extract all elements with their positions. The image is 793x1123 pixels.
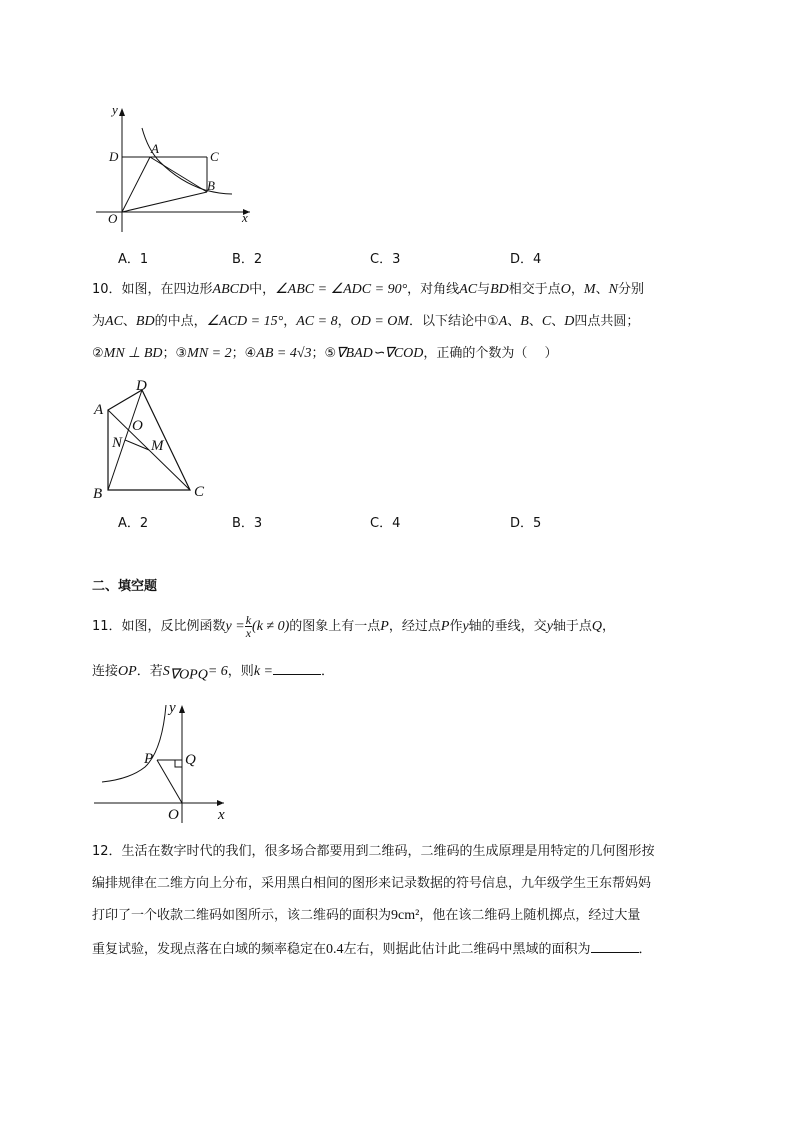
q10-math: AC bbox=[105, 314, 123, 329]
q10-option-d[interactable]: D．5 bbox=[510, 516, 542, 531]
q10-math: N bbox=[608, 282, 618, 297]
q9-option-c[interactable]: C．3 bbox=[370, 252, 401, 267]
label-y: y bbox=[169, 700, 176, 716]
q10-math: ABCD bbox=[212, 282, 250, 297]
q12-text: ，他在该二维码上随机掷点，经过大量 bbox=[419, 908, 641, 923]
label-C: C bbox=[194, 484, 205, 500]
label-O: O bbox=[168, 807, 179, 823]
segment-MN bbox=[125, 440, 149, 450]
q10-text: 、 bbox=[528, 314, 542, 329]
q11-line-2 bbox=[92, 660, 712, 686]
q11-math: y bbox=[462, 619, 469, 634]
q10-math: M bbox=[583, 282, 596, 297]
q11-math: k = bbox=[253, 664, 273, 679]
q9-option-d[interactable]: D．4 bbox=[510, 252, 542, 267]
q11-fraction bbox=[245, 614, 252, 639]
q10-math: MN ⊥ BD bbox=[103, 346, 163, 361]
q10-math: A bbox=[498, 314, 508, 329]
q10-diagram bbox=[90, 374, 220, 504]
fraction-numerator: k bbox=[245, 613, 252, 627]
q10-text: ，正确的个数为（ ） bbox=[423, 346, 558, 361]
segment-OP bbox=[157, 760, 182, 803]
q10-text: ，对角线 bbox=[407, 282, 460, 297]
q10-text: ；④ bbox=[231, 346, 257, 361]
q10-text: 、 bbox=[122, 314, 136, 329]
y-axis-arrow bbox=[179, 705, 185, 713]
label-C: C bbox=[210, 149, 219, 164]
q10-math: OD = OM bbox=[350, 314, 410, 329]
q12-number: 9cm² bbox=[391, 908, 420, 923]
label-y: y bbox=[112, 102, 118, 117]
q10-math: AB = 4√3 bbox=[256, 346, 312, 361]
answer-blank[interactable] bbox=[273, 660, 321, 675]
q10-math: O bbox=[560, 282, 571, 297]
label-x: x bbox=[242, 210, 248, 225]
q11-math: P bbox=[440, 619, 450, 634]
x-axis-arrow bbox=[217, 800, 224, 806]
q11-subscript: ∇OPQ bbox=[169, 667, 208, 683]
label-P: P bbox=[144, 751, 154, 767]
q11-math: y bbox=[546, 619, 553, 634]
q11-line-1 bbox=[92, 614, 712, 639]
q11-text: ，经过点 bbox=[388, 619, 441, 634]
q12-text: 打印了一个收款二维码如图所示，该二维码的面积为 bbox=[92, 908, 392, 923]
segment-OA bbox=[122, 157, 150, 212]
q10-math: BD bbox=[135, 314, 155, 329]
label-M: M bbox=[151, 438, 164, 454]
label-x: x bbox=[218, 807, 225, 823]
q9-option-b[interactable]: B．2 bbox=[232, 252, 263, 267]
q12-number: 0.4 bbox=[326, 942, 344, 957]
q10-math: BD bbox=[490, 282, 509, 297]
label-B: B bbox=[207, 178, 215, 193]
q11-diagram bbox=[90, 695, 240, 830]
q11-math: OP bbox=[118, 664, 137, 679]
label-O: O bbox=[132, 418, 143, 434]
q11-math: S bbox=[162, 664, 170, 679]
segment-OB bbox=[122, 192, 207, 212]
q10-option-c[interactable]: C．4 bbox=[370, 516, 401, 531]
q12-line-3 bbox=[92, 906, 712, 926]
q10-text: 相交于点 bbox=[508, 282, 561, 297]
q10-text: ② bbox=[92, 346, 104, 361]
q10-text: 、 bbox=[595, 282, 609, 297]
q9-option-a[interactable]: A．1 bbox=[118, 252, 149, 267]
q10-math: B bbox=[520, 314, 529, 329]
q10-text: 与 bbox=[477, 282, 491, 297]
label-D: D bbox=[109, 149, 119, 164]
right-angle-mark bbox=[175, 760, 182, 767]
q10-text: ， bbox=[337, 314, 351, 329]
q10-text: ， bbox=[570, 282, 584, 297]
q10-text: 为 bbox=[92, 314, 106, 329]
q10-text: 的中点， bbox=[154, 314, 207, 329]
q11-text: ，则 bbox=[227, 664, 254, 679]
q11-math: (k ≠ 0) bbox=[252, 619, 290, 634]
label-B: B bbox=[93, 486, 103, 502]
q10-math: AC bbox=[459, 282, 478, 297]
label-D: D bbox=[136, 378, 147, 394]
q10-text: 分别 bbox=[617, 282, 644, 297]
q10-text: 10．如图，在四边形 bbox=[92, 282, 213, 297]
q9-diagram bbox=[100, 100, 260, 235]
q10-text: 、 bbox=[551, 314, 565, 329]
hyperbola-curve bbox=[102, 705, 166, 782]
q10-math: ∇BAD∽∇COD bbox=[336, 346, 424, 361]
label-Q: Q bbox=[185, 752, 196, 768]
figure-q9 bbox=[100, 100, 260, 235]
figure-q10 bbox=[90, 374, 220, 504]
label-A: A bbox=[151, 141, 159, 156]
q10-text: 、 bbox=[507, 314, 521, 329]
q10-text: ；③ bbox=[162, 346, 188, 361]
q12-text: ． bbox=[638, 942, 652, 957]
q9-options bbox=[0, 248, 793, 268]
q10-math: MN = 2 bbox=[187, 346, 232, 361]
q10-line-1 bbox=[92, 280, 712, 300]
q10-line-2 bbox=[92, 312, 712, 332]
q11-text: 的图象上有一点 bbox=[289, 619, 381, 634]
segment-AB bbox=[150, 157, 207, 192]
q10-text: ；⑤ bbox=[311, 346, 337, 361]
q11-text: ． bbox=[320, 664, 334, 679]
figure-q11 bbox=[90, 695, 240, 830]
q11-text: 轴于点 bbox=[552, 619, 592, 634]
q11-math: P bbox=[380, 619, 389, 634]
q12-line-1 bbox=[92, 842, 712, 862]
section-title: 二、填空题 bbox=[92, 579, 158, 594]
q10-math: AC = 8 bbox=[296, 314, 338, 329]
q11-text: 作 bbox=[449, 619, 463, 634]
q11-text: 连接 bbox=[92, 664, 119, 679]
q11-text: 11．如图，反比例函数 bbox=[92, 619, 226, 634]
q10-math: ∠ABC = ∠ADC = 90° bbox=[275, 282, 408, 297]
q10-text: 四点共圆； bbox=[574, 314, 640, 329]
label-N: N bbox=[112, 435, 123, 451]
q12-text: 左右，则据此估计此二维码中黑域的面积为 bbox=[343, 942, 591, 957]
answer-blank[interactable] bbox=[591, 938, 639, 953]
q11-math: y = bbox=[225, 619, 245, 634]
q11-text: ， bbox=[602, 619, 616, 634]
q10-text: ．以下结论中① bbox=[409, 314, 499, 329]
label-A: A bbox=[94, 402, 104, 418]
fraction-denominator: x bbox=[245, 626, 252, 640]
q11-text: 轴的垂线，交 bbox=[468, 619, 547, 634]
q12-text: 编排规律在二维方向上分布，采用黑白相间的图形来记录数据的符号信息，九年级学生王东帮妈妈 bbox=[92, 876, 652, 891]
q10-text: 中， bbox=[249, 282, 276, 297]
q10-math: C bbox=[541, 314, 552, 329]
q10-math: ∠ACD = 15° bbox=[206, 314, 284, 329]
label-O: O bbox=[108, 211, 118, 226]
q11-math: = 6 bbox=[207, 664, 228, 679]
q12-text: 重复试验，发现点落在白域的频率稳定在 bbox=[92, 942, 327, 957]
q11-math: Q bbox=[591, 619, 603, 634]
q12-text: 12．生活在数字时代的我们，很多场合都要用到二维码，二维码的生成原理是用特定的几何图形按 bbox=[92, 844, 655, 859]
q10-math: D bbox=[564, 314, 575, 329]
q10-text: ， bbox=[283, 314, 297, 329]
q10-option-a[interactable]: A．2 bbox=[118, 516, 149, 531]
y-axis-arrow bbox=[119, 108, 125, 116]
q11-text: ．若 bbox=[136, 664, 163, 679]
q10-option-b[interactable]: B．3 bbox=[232, 516, 263, 531]
q12-line-4 bbox=[92, 938, 712, 960]
q12-line-2 bbox=[92, 874, 712, 894]
q10-options bbox=[0, 512, 793, 532]
q10-line-3 bbox=[92, 344, 712, 364]
